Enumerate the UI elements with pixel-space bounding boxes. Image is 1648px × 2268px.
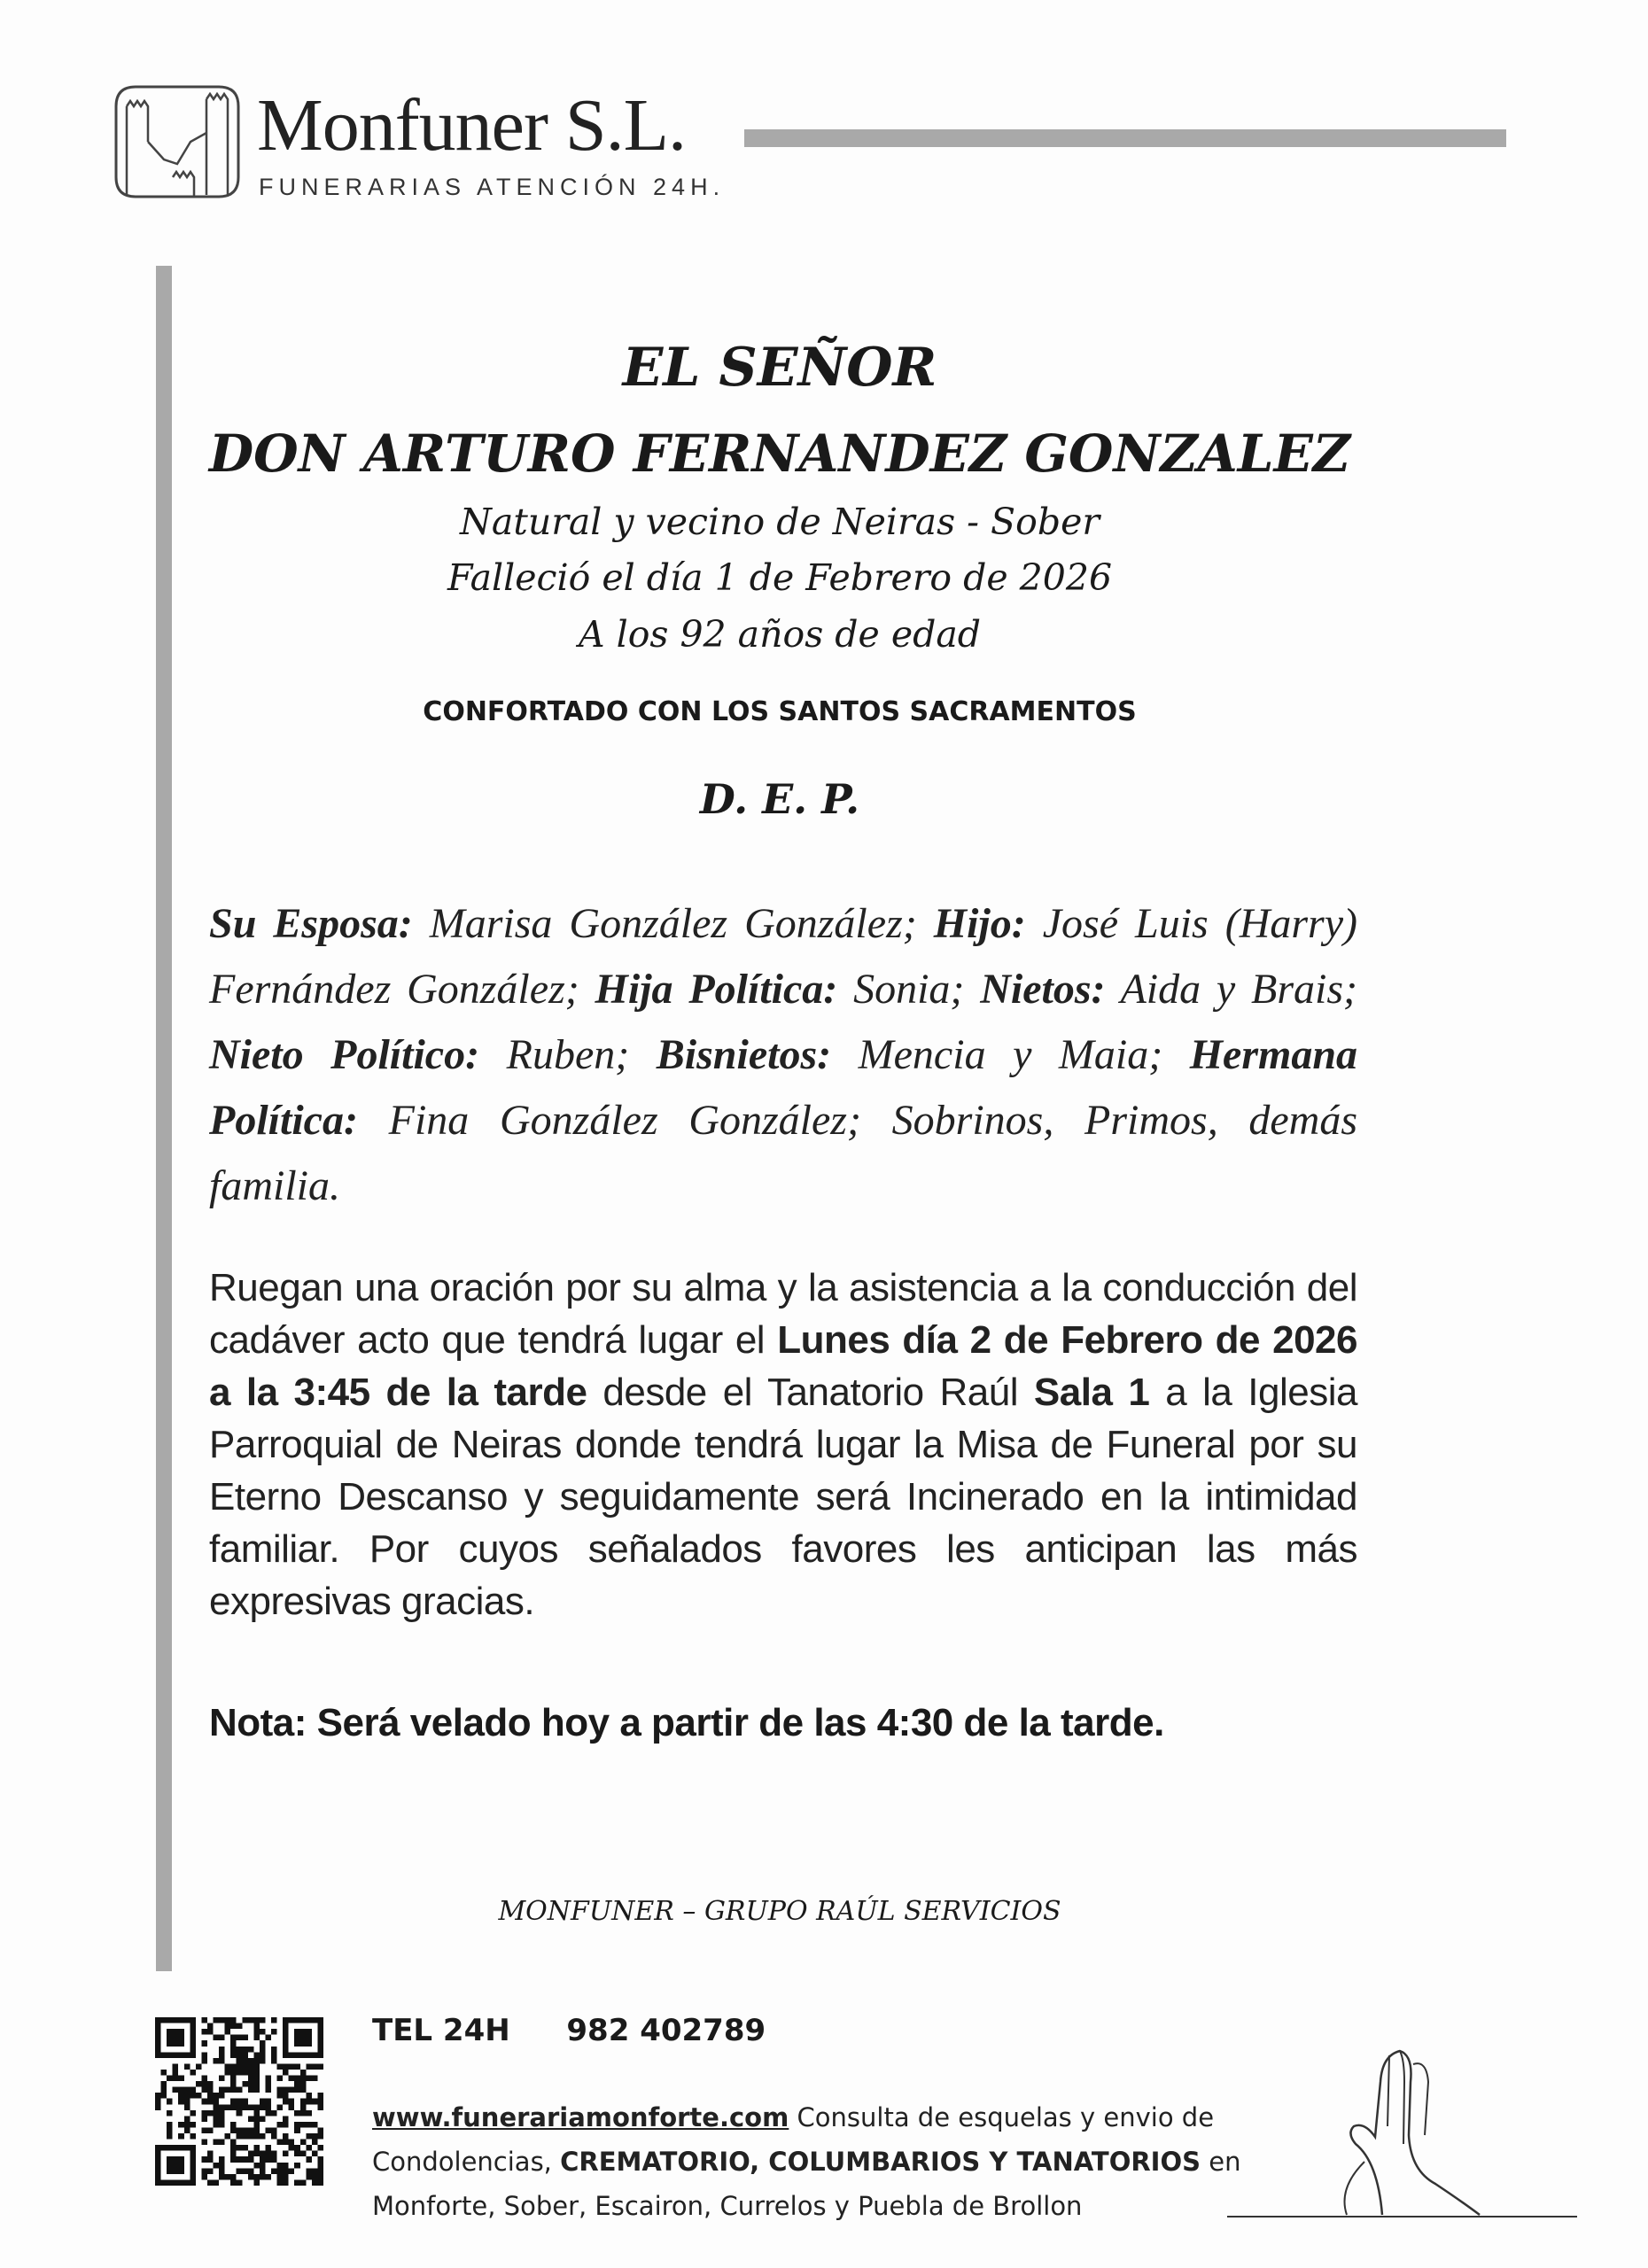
dep-line: D. E. P. xyxy=(699,775,860,823)
label-hija-politica: Hija Política: xyxy=(595,966,838,1013)
castle-tower-icon xyxy=(111,80,244,204)
value-hermana-politica: Fina González González; xyxy=(388,1097,861,1144)
value-hija-politica: Sonia; xyxy=(853,966,965,1013)
header-divider xyxy=(744,129,1506,147)
service-date: Lunes día 2 de Febrero de 2026 a la 3:45 de la tarde xyxy=(209,1318,1358,1414)
website-link[interactable]: www.funerariamonforte.com xyxy=(372,2102,789,2132)
phone-line xyxy=(372,2013,766,2048)
service-sala: Sala 1 xyxy=(1033,1371,1150,1414)
label-esposa: Su Esposa: xyxy=(209,900,413,947)
phone-label: TEL 24H xyxy=(372,2013,510,2048)
label-bisnietos: Bisnietos: xyxy=(656,1031,832,1078)
value-bisnietos: Mencia y Maia; xyxy=(858,1031,1163,1078)
note: Nota: Será velado hoy a partir de las 4:30 de la tarde. xyxy=(209,1701,1164,1744)
contact-text-1: Consulta de esquelas y envio de Condolencias, xyxy=(372,2102,1215,2177)
origin-line: Natural y vecino de Neiras - Sober xyxy=(460,501,1100,543)
qr-code-icon xyxy=(155,2017,323,2186)
deceased-name: DON ARTURO FERNANDEZ GONZALEZ xyxy=(208,423,1351,484)
organization-footer: MONFUNER – GRUPO RAÚL SERVICIOS xyxy=(498,1896,1061,1927)
value-hijo: José Luis (Harry) Fernández González; xyxy=(209,900,1358,1013)
service-text-3: a la Iglesia Parroquial de Neiras donde tendrá lugar la Misa de Funeral por su Eterno Descanso y seguidamente será Incinerado en la intimidad familiar. Por cuyos señalados favores les anticipan las más expresivas gracias. xyxy=(209,1371,1357,1623)
label-nieto-politico: Nieto Político: xyxy=(209,1031,480,1078)
contact-text-2: en Monforte, Sober, Escairon, Currelos y Puebla de Brollon xyxy=(372,2147,1241,2221)
death-date-line: Falleció el día 1 de Febrero de 2026 xyxy=(447,556,1113,599)
label-nietos: Nietos: xyxy=(980,966,1106,1013)
family-paragraph xyxy=(209,891,1357,1219)
title: EL SEÑOR xyxy=(622,337,937,399)
value-demas-familia: Sobrinos, Primos, demás familia. xyxy=(209,1097,1358,1209)
service-text-1: Ruegan una oración por su alma y la asistencia a la conducción del cadáver acto que tendrá lugar el xyxy=(209,1266,1357,1362)
brand-tagline: FUNERARIAS ATENCIÓN 24H. xyxy=(259,174,726,200)
label-hijo: Hijo: xyxy=(933,900,1026,947)
side-divider xyxy=(156,266,172,1971)
phone-number[interactable]: 982 402789 xyxy=(566,2013,766,2048)
age-line: A los 92 años de edad xyxy=(578,613,982,656)
brand-name: Monfuner S.L. xyxy=(257,84,686,167)
contact-services: CREMATORIO, COLUMBARIOS Y TANATORIOS xyxy=(560,2147,1201,2177)
service-paragraph xyxy=(209,1262,1357,1627)
sacraments-line: CONFORTADO CON LOS SANTOS SACRAMENTOS xyxy=(423,696,1137,727)
contact-text xyxy=(372,2095,1347,2228)
value-nietos: Aida y Brais; xyxy=(1120,966,1358,1013)
value-nieto-politico: Ruben; xyxy=(506,1031,630,1078)
service-text-2: desde el Tanatorio Raúl xyxy=(602,1371,1018,1414)
value-esposa: Marisa González González; xyxy=(429,900,917,947)
praying-hands-icon xyxy=(1223,2029,1577,2233)
label-hermana-politica: Hermana Política: xyxy=(209,1031,1358,1144)
